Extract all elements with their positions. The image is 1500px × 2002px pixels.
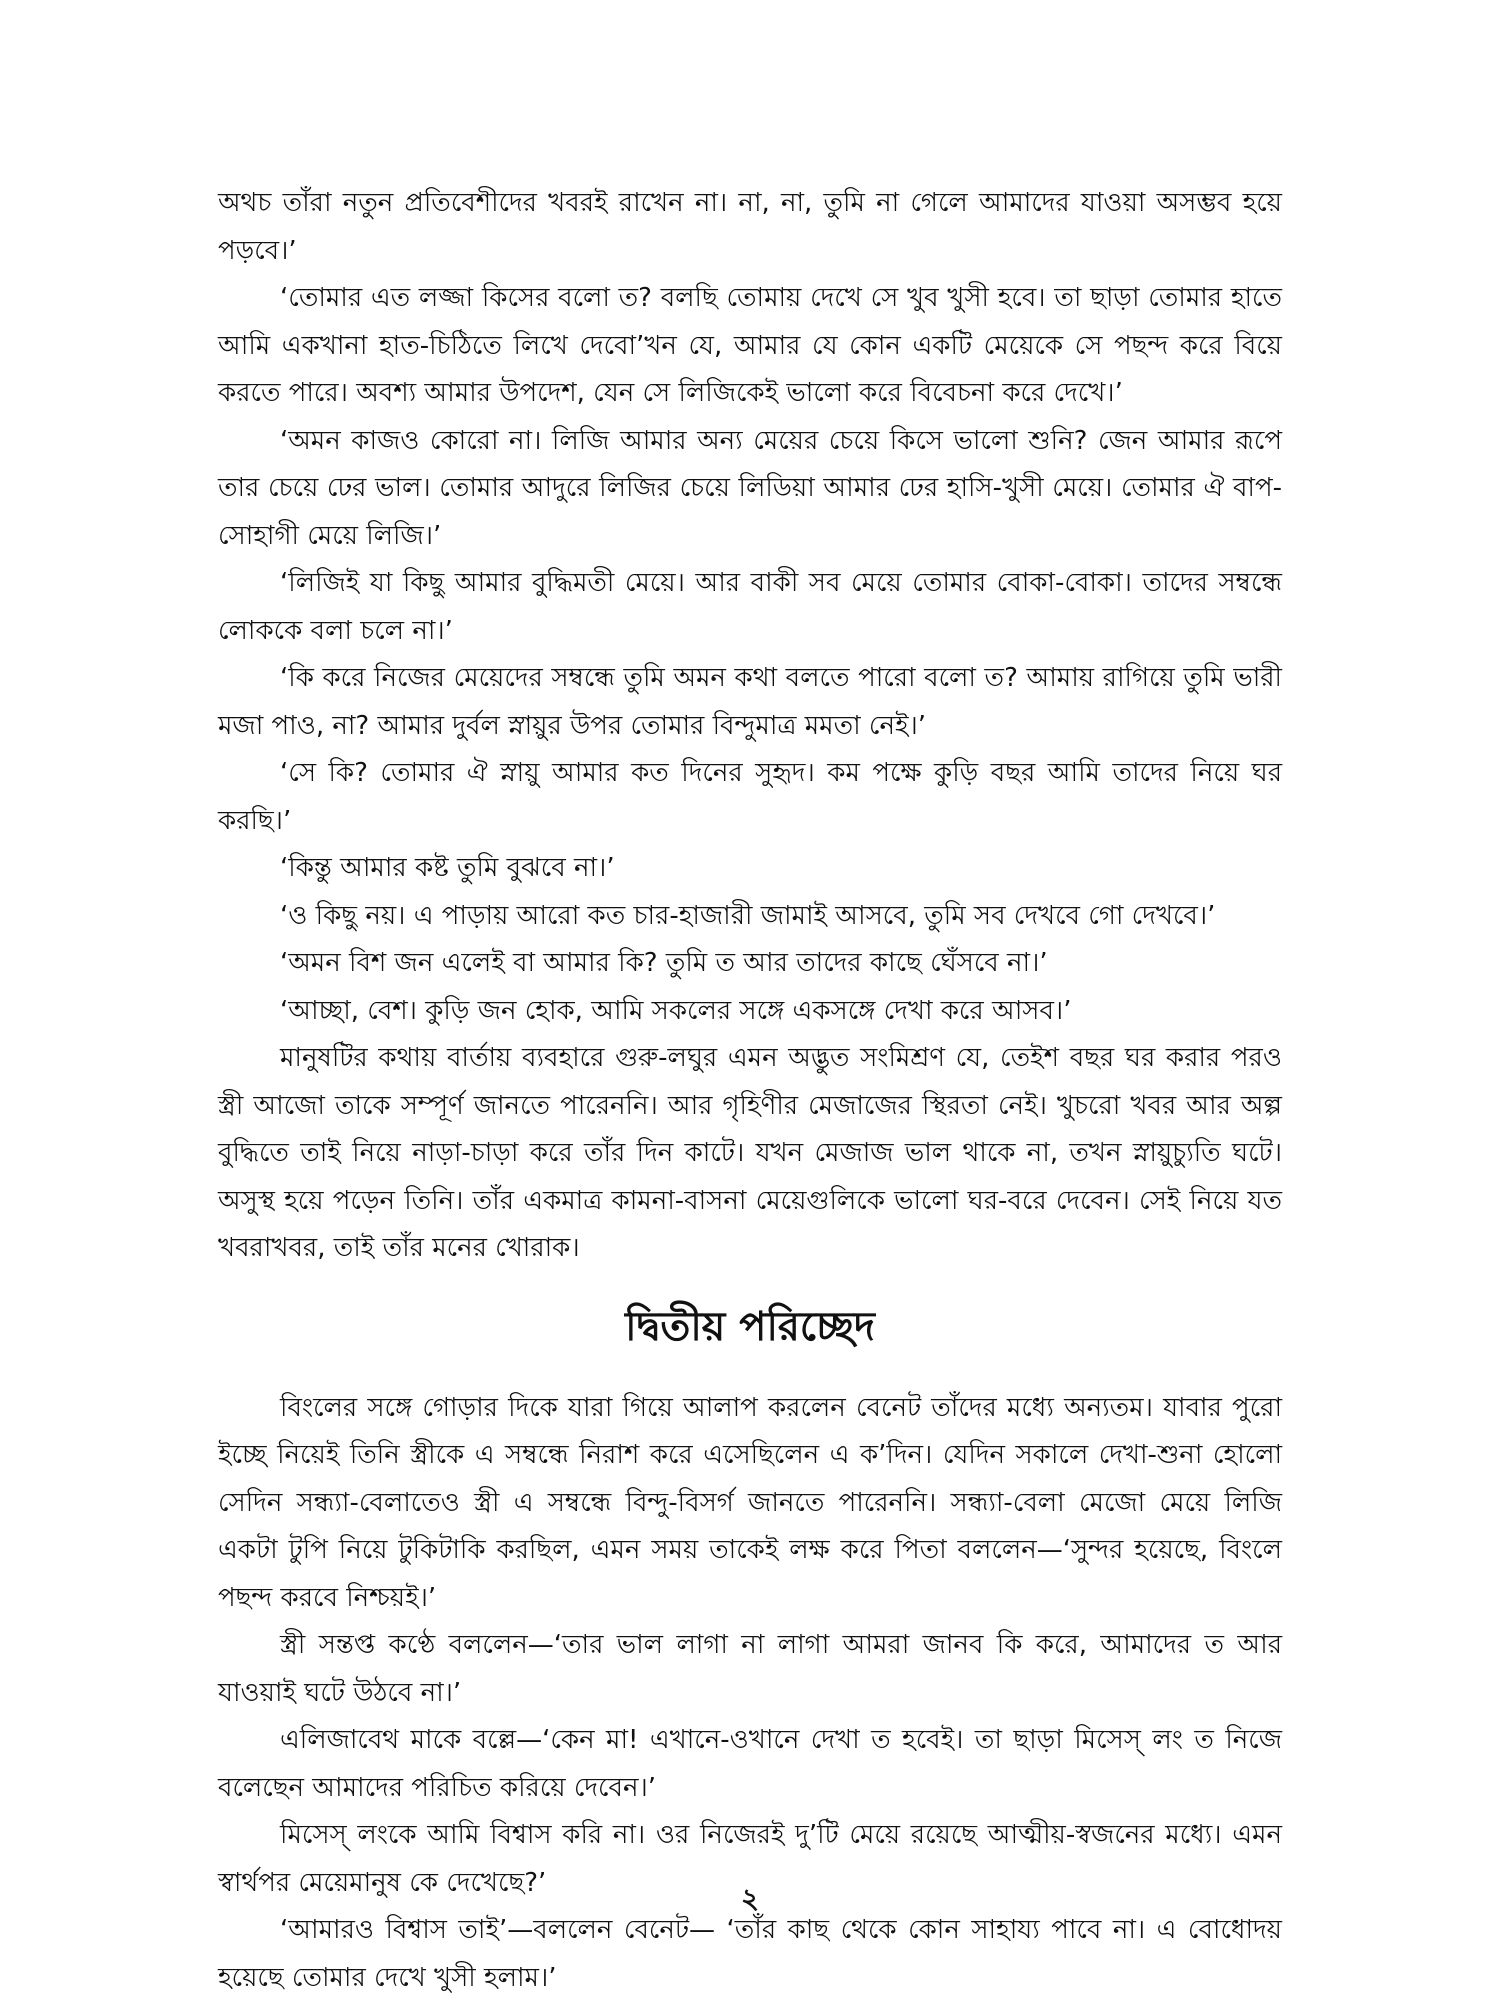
paragraph: মানুষটির কথায় বার্তায় ব্যবহারে গুরু-লঘুর এমন অদ্ভুত সংমিশ্রণ যে, তেইশ বছর ঘর করার পরও স্ত্রী আজো তাকে সম্পূর্ণ জানতে পারেননি। আর গৃহিণীর মেজাজের স্থিরতা নেই। খুচরো খবর আর অল্প বুদ্ধিতে তাই নিয়ে নাড়া-চাড়া করে তাঁর দিন কাটে। যখন মেজাজ ভাল থাকে না, তখন স্নায়ুচ্যুতি ঘটে। অসুস্থ হয়ে পড়েন তিনি। তাঁর একমাত্র কামনা-বাসনা মেয়েগুলিকে ভালো ঘর-বরে দেবেন। সেই নিয়ে যত খবরাখবর, তাই তাঁর মনের খোরাক। [218,1043,1282,1263]
paragraph: ‘কি করে নিজের মেয়েদের সম্বন্ধে তুমি অমন কথা বলতে পারো বলো ত? আমায় রাগিয়ে তুমি ভারী মজা পাও, না? আমার দুর্বল স্নায়ুর উপর তোমার বিন্দুমাত্র মমতা নেই।’ [218,663,1282,741]
paragraph: স্ত্রী সন্তপ্ত কণ্ঠে বললেন—‘তার ভাল লাগা না লাগা আমরা জানব কি করে, আমাদের ত আর যাওয়াই ঘটে উঠবে না।’ [218,1630,1282,1708]
page-body [218,180,1282,2002]
paragraph: ‘তোমার এত লজ্জা কিসের বলো ত? বলছি তোমায় দেখে সে খুব খুসী হবে। তা ছাড়া তোমার হাতে আমি একখানা হাত-চিঠিতে লিখে দেবো’খন যে, আমার যে কোন একটি মেয়েকে সে পছন্দ করে বিয়ে করতে পারে। অবশ্য আমার উপদেশ, যেন সে লিজিকেই ভালো করে বিবেচনা করে দেখে।’ [218,283,1282,408]
paragraph: ‘আমারও বিশ্বাস তাই’—বললেন বেনেট— ‘তাঁর কাছ থেকে কোন সাহায্য পাবে না। এ বোধোদয় হয়েছে তোমার দেখে খুসী হলাম।’ [218,1915,1282,1993]
page-number: ২ [740,1882,760,1915]
paragraph-continuation: অথচ তাঁরা নতুন প্রতিবেশীদের খবরই রাখেন না। না, না, তুমি না গেলে আমাদের যাওয়া অসম্ভব হয়ে পড়বে।’ [218,188,1282,266]
paragraph: এলিজাবেথ মাকে বল্লে—‘কেন মা! এখানে-ওখানে দেখা ত হবেই। তা ছাড়া মিসেস্ লং ত নিজে বলেছেন আমাদের পরিচিত করিয়ে দেবেন।’ [218,1725,1282,1803]
paragraph: ‘অমন কাজও কোরো না। লিজি আমার অন্য মেয়ের চেয়ে কিসে ভালো শুনি? জেন আমার রূপে তার চেয়ে ঢের ভাল। তোমার আদুরে লিজির চেয়ে লিডিয়া আমার ঢের হাসি-খুসী মেয়ে। তোমার ঐ বাপ-সোহাগী মেয়ে লিজি।’ [218,425,1282,551]
paragraph: ‘লিজিই যা কিছু আমার বুদ্ধিমতী মেয়ে। আর বাকী সব মেয়ে তোমার বোকা-বোকা। তাদের সম্বন্ধে লোককে বলা চলে না।’ [218,568,1282,646]
paragraph: ‘কিন্তু আমার কষ্ট তুমি বুঝবে না।’ [280,853,615,883]
paragraph: বিংলের সঙ্গে গোড়ার দিকে যারা গিয়ে আলাপ করলেন বেনেট তাঁদের মধ্যে অন্যতম। যাবার পুরো ইচ্ছে নিয়েই তিনি স্ত্রীকে এ সম্বন্ধে নিরাশ করে এসেছিলেন এ ক’দিন। যেদিন সকালে দেখা-শুনা হোলো সেদিন সন্ধ্যা-বেলাতেও স্ত্রী এ সম্বন্ধে বিন্দু-বিসর্গ জানতে পারেননি। সন্ধ্যা-বেলা মেজো মেয়ে লিজি একটা টুপি নিয়ে টুকিটাকি করছিল, এমন সময় তাকেই লক্ষ করে পিতা বললেন—‘সুন্দর হয়েছে, বিংলে পছন্দ করবে নিশ্চয়ই।’ [218,1392,1282,1613]
paragraph: ‘সে কি? তোমার ঐ স্নায়ু আমার কত দিনের সুহৃদ। কম পক্ষে কুড়ি বছর আমি তাদের নিয়ে ঘর করছি।’ [218,758,1282,836]
paragraph: মিসেস্ লংকে আমি বিশ্বাস করি না। ওর নিজেরই দু’টি মেয়ে রয়েছে আত্মীয়-স্বজনের মধ্যে। এমন স্বার্থপর মেয়েমানুষ কে দেখেছে?’ [218,1820,1282,1898]
paragraph: ‘অমন বিশ জন এলেই বা আমার কি? তুমি ত আর তাদের কাছে ঘেঁসবে না।’ [280,948,1048,978]
paragraph: ‘ও কিছু নয়। এ পাড়ায় আরো কত চার-হাজারী জামাই আসবে, তুমি সব দেখবে গো দেখবে।’ [280,900,1216,931]
chapter-heading: দ্বিতীয় পরিচ্ছেদ [625,1303,875,1350]
paragraph: ‘আচ্ছা, বেশ। কুড়ি জন হোক, আমি সকলের সঙ্গে একসঙ্গে দেখা করে আসব।’ [280,995,1072,1026]
